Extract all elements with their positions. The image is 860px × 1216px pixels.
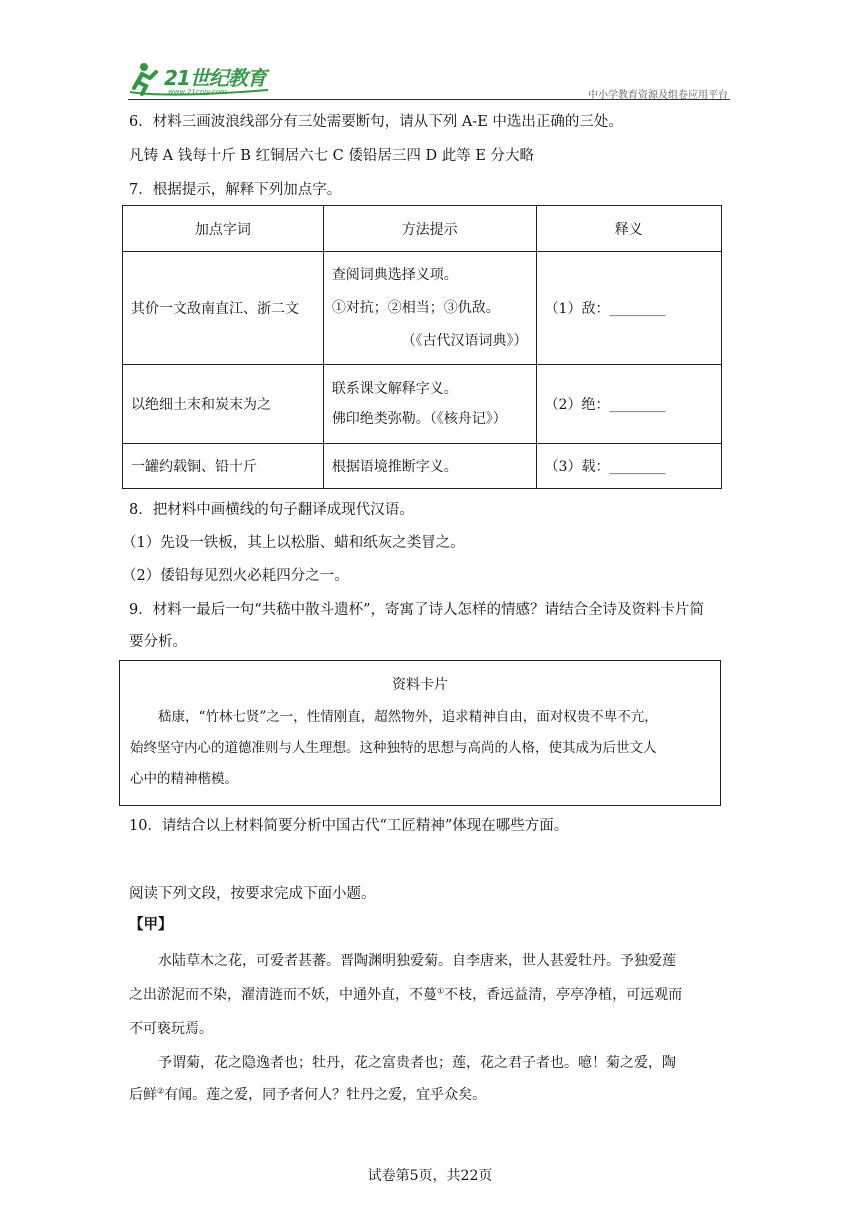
logo-text: 21世纪教育 [164,66,266,90]
vocab-table [122,205,722,489]
logo-url: www.21cnjy.com [168,88,227,96]
table-row [123,252,722,365]
material-card [119,660,721,806]
passage-line-2 [129,984,682,1006]
card-title: 资料卡片 [392,677,448,693]
passage-text: 后鲜 [129,1087,157,1103]
passage-text: 不枝，香远益清，亭亭净植，可远观而 [444,987,683,1003]
question-9-line-2: 要分析。 [129,634,187,650]
hint-line: 联系课文解释字义。 [331,381,458,397]
answer-blank[interactable]: （3）载：________ [536,444,721,489]
question-7: 7．根据提示，解释下列加点字。 [129,182,342,198]
hint-line: （《古代汉语词典》） [401,332,528,349]
question-8: 8．把材料中画横线的句子翻译成现代汉语。 [129,502,414,518]
hint-line: 佛印绝类弥勒。（《核舟记》） [331,411,507,427]
card-line-1: 嵇康，“竹林七贤”之一，性情刚直，超然物外，追求精神自由，面对权贵不卑不亢， [158,709,658,725]
vocab-word: 一罐约载铜、铅十斤 [123,444,324,489]
table-header-cell: 方法提示 [323,206,536,252]
vocab-word: 以绝细土末和炭末为之 [123,365,324,444]
passage-line-5 [129,1084,486,1106]
answer-blank[interactable]: （2）绝：________ [536,365,721,444]
question-8-item-1: （1）先设一铁板，其上以松脂、蜡和纸灰之类冒之。 [122,535,465,551]
method-hint [323,365,536,444]
hint-line: ①对抗；②相当；③仇敌。 [331,299,500,316]
passage-text: 有闻。莲之爱，同予者何人？牡丹之爱，宜乎众矣。 [164,1087,487,1103]
platform-name: 中小学教育资源及组卷应用平台 [588,90,728,101]
table-row [123,444,722,489]
question-8-item-2: （2）倭铅每见烈火必耗四分之一。 [122,568,349,584]
passage-line-1: 水陆草木之花，可爱者甚蕃。晋陶渊明独爱菊。自李唐来，世人甚爱牡丹。予独爱莲 [158,953,676,969]
answer-blank[interactable]: （1）敌：________ [536,252,721,365]
vocab-word: 其价一文敌南直江、浙二文 [123,252,324,365]
table-header-row [123,206,722,252]
hint-line: 查阅词典选择义项。 [331,266,458,283]
method-hint [323,252,536,365]
passage-label: 【甲】 [129,916,173,933]
question-10: 10．请结合以上材料简要分析中国古代“工匠精神”体现在哪些方面。 [129,818,569,834]
method-hint: 根据语境推断字义。 [323,444,536,489]
passage-line-4: 予谓菊，花之隐逸者也；牡丹，花之富贵者也；莲，花之君子者也。噫！菊之爱，陶 [158,1055,676,1071]
table-header-cell: 加点字词 [123,206,324,252]
logo [128,58,278,98]
question-6: 6．材料三画波浪线部分有三处需要断句，请从下列 A-E 中选出正确的三处。 [129,114,623,130]
passage-line-3: 不可亵玩焉。 [129,1021,213,1037]
page-number: 试卷第5页，共22页 [367,1168,493,1184]
card-line-2: 始终坚守内心的道德准则与人生理想。这种独特的思想与高尚的人格，使其成为后世文人 [130,740,657,756]
question-9-line-1: 9．材料一最后一句“共嵇中散斗遗杯”，寄寓了诗人怎样的情感？请结合全诗及资料卡片简 [129,602,705,618]
reading-intro: 阅读下列文段，按要求完成下面小题。 [129,886,376,902]
question-6-options: 凡铸 A 钱每十斤 B 红铜居六七 C 倭铅居三四 D 此等 E 分大略 [129,148,535,164]
footnote-2-marker: ② [157,1086,165,1096]
header-divider [128,99,730,100]
table-row [123,365,722,444]
footnote-1-marker: ① [437,986,445,996]
passage-text: 之出淤泥而不染，濯清涟而不妖，中通外直，不蔓 [129,987,437,1003]
card-line-3: 心中的精神楷模。 [130,771,238,787]
table-header-cell: 释义 [536,206,721,252]
